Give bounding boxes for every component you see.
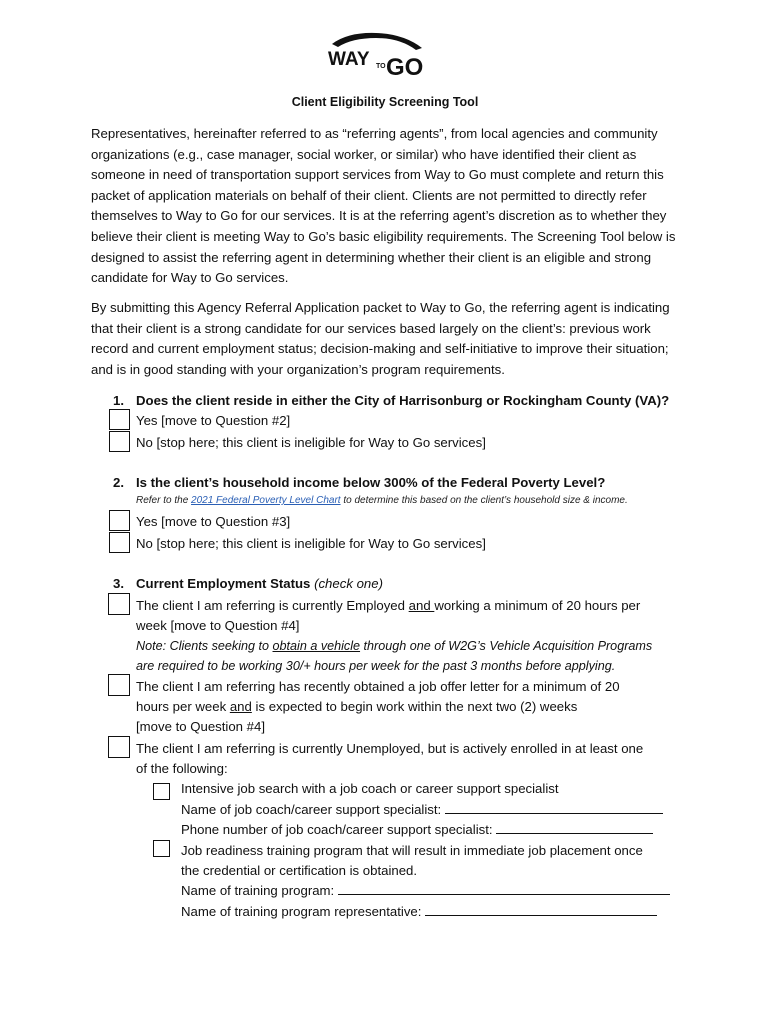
job-coach-name-label: Name of job coach/career support specialist:: [181, 802, 445, 817]
q1-yes-checkbox[interactable]: [109, 409, 130, 430]
q3-job-offer-and: and: [229, 699, 252, 714]
svg-text:TO: TO: [376, 63, 386, 70]
training-rep-name-field[interactable]: [425, 903, 657, 916]
q3-heading: [136, 574, 383, 594]
q3-unemployed-line2: of the following:: [136, 761, 228, 776]
job-readiness-checkbox[interactable]: [153, 840, 170, 857]
training-program-name-label: Name of training program:: [181, 883, 338, 898]
q1-no-label: No [stop here; this client is ineligible for Way to Go services]: [136, 435, 486, 450]
q3-employed-line2: week [move to Question #4]: [136, 618, 300, 633]
page-title: Client Eligibility Screening Tool: [291, 95, 479, 109]
job-readiness-line2: the credential or certification is obtained.: [181, 863, 418, 878]
q3-note-text-b: through one of W2G’s Vehicle Acquisition Programs: [360, 639, 653, 653]
q3-job-offer-line2: [136, 697, 577, 717]
job-coach-name-row: [181, 800, 663, 820]
q3-unemployed-line1: The client I am referring is currently Unemployed, but is actively enrolled in at least one: [136, 741, 644, 756]
q3-job-offer-line1: The client I am referring has recently obtained a job offer letter for a minimum of 20: [136, 679, 620, 694]
q2-yes-checkbox[interactable]: [109, 510, 130, 531]
q2-text: Is the client’s household income below 300% of the Federal Poverty Level?: [136, 475, 606, 490]
q1-number: 1.: [113, 393, 124, 408]
q1-yes-label: Yes [move to Question #2]: [136, 413, 291, 428]
job-coach-phone-label: Phone number of job coach/career support specialist:: [181, 822, 497, 837]
q3-job-offer-line3: [move to Question #4]: [136, 719, 266, 734]
q3-employed-and: and: [408, 598, 435, 613]
q2-no-checkbox[interactable]: [109, 532, 130, 553]
q3-employed-text-b: working a minimum of 20 hours per: [434, 598, 641, 613]
q3-number: 3.: [113, 576, 124, 591]
q3-job-offer-text-a: hours per week: [136, 699, 230, 714]
training-program-name-field[interactable]: [338, 882, 670, 895]
q2-note: [136, 494, 628, 508]
job-readiness-line1: Job readiness training program that will result in immediate job placement once: [181, 843, 643, 858]
second-paragraph: By submitting this Agency Referral Application packet to Way to Go, the referring agent is indicating that their client is a strong candidate for our services based largely on the client’s: previous work record and current employment status; decision-making and self-initiative to improve their situation; and is in good standing with your organization’s program requirements.: [91, 300, 670, 377]
q3-vehicle-note-line1: [136, 636, 652, 656]
training-program-name-row: [181, 881, 670, 901]
poverty-chart-link[interactable]: 2021 Federal Poverty Level Chart: [191, 495, 341, 506]
training-rep-name-label: Name of training program representative:: [181, 904, 426, 919]
q3-vehicle-note-line2: are required to be working 30/+ hours per week for the past 3 months before applying.: [136, 659, 616, 673]
q1-no-checkbox[interactable]: [109, 431, 130, 452]
q3-unemployed-checkbox[interactable]: [108, 736, 130, 758]
job-coach-name-field[interactable]: [445, 801, 663, 814]
q2-yes-label: Yes [move to Question #3]: [136, 514, 291, 529]
training-rep-name-row: [181, 902, 657, 922]
q3-employed-text-a: The client I am referring is currently Employed: [136, 598, 409, 613]
way-to-go-logo: [318, 28, 438, 80]
job-search-label: Intensive job search with a job coach or career support specialist: [181, 781, 559, 796]
job-coach-phone-field[interactable]: [496, 821, 653, 834]
q2-note-suffix: to determine this based on the client’s household size & income.: [340, 495, 628, 506]
intro-paragraph: Representatives, hereinafter referred to as “referring agents”, from local agencies and community organizations (e.g., case manager, social worker, or similar) who have identified their client as someone in need of transportation support services from Way to Go must complete and return this packet of application materials on behalf of their client. Clients are not permitted to directly refer themselves to Way to Go for our services. It is at the referring agent’s discretion as to whether they believe their client is meeting Way to Go’s basic eligibility requirements. The Screening Tool below is designed to assist the referring agent in determining whether their client is an eligible and strong candidate for Way to Go services.: [91, 126, 676, 286]
q1-text: Does the client reside in either the City of Harrisonburg or Rockingham County (VA)?: [136, 393, 670, 408]
q3-text: Current Employment Status: [136, 576, 311, 591]
q2-note-prefix: Refer to the: [136, 495, 192, 506]
q3-note-underlined: obtain a vehicle: [272, 639, 361, 653]
q3-employed-checkbox[interactable]: [108, 593, 130, 615]
q3-note-text-a: Note: Clients seeking to: [136, 639, 273, 653]
q3-job-offer-checkbox[interactable]: [108, 674, 130, 696]
job-coach-phone-row: [181, 820, 653, 840]
q3-hint: (check one): [310, 576, 383, 591]
q3-job-offer-text-b: is expected to begin work within the next two (2) weeks: [251, 699, 578, 714]
svg-text:WAY: WAY: [328, 49, 370, 70]
q3-employed-line1: [136, 596, 640, 616]
svg-text:GO: GO: [386, 54, 424, 80]
job-search-checkbox[interactable]: [153, 783, 170, 800]
q2-number: 2.: [113, 475, 124, 490]
q2-no-label: No [stop here; this client is ineligible for Way to Go services]: [136, 536, 486, 551]
